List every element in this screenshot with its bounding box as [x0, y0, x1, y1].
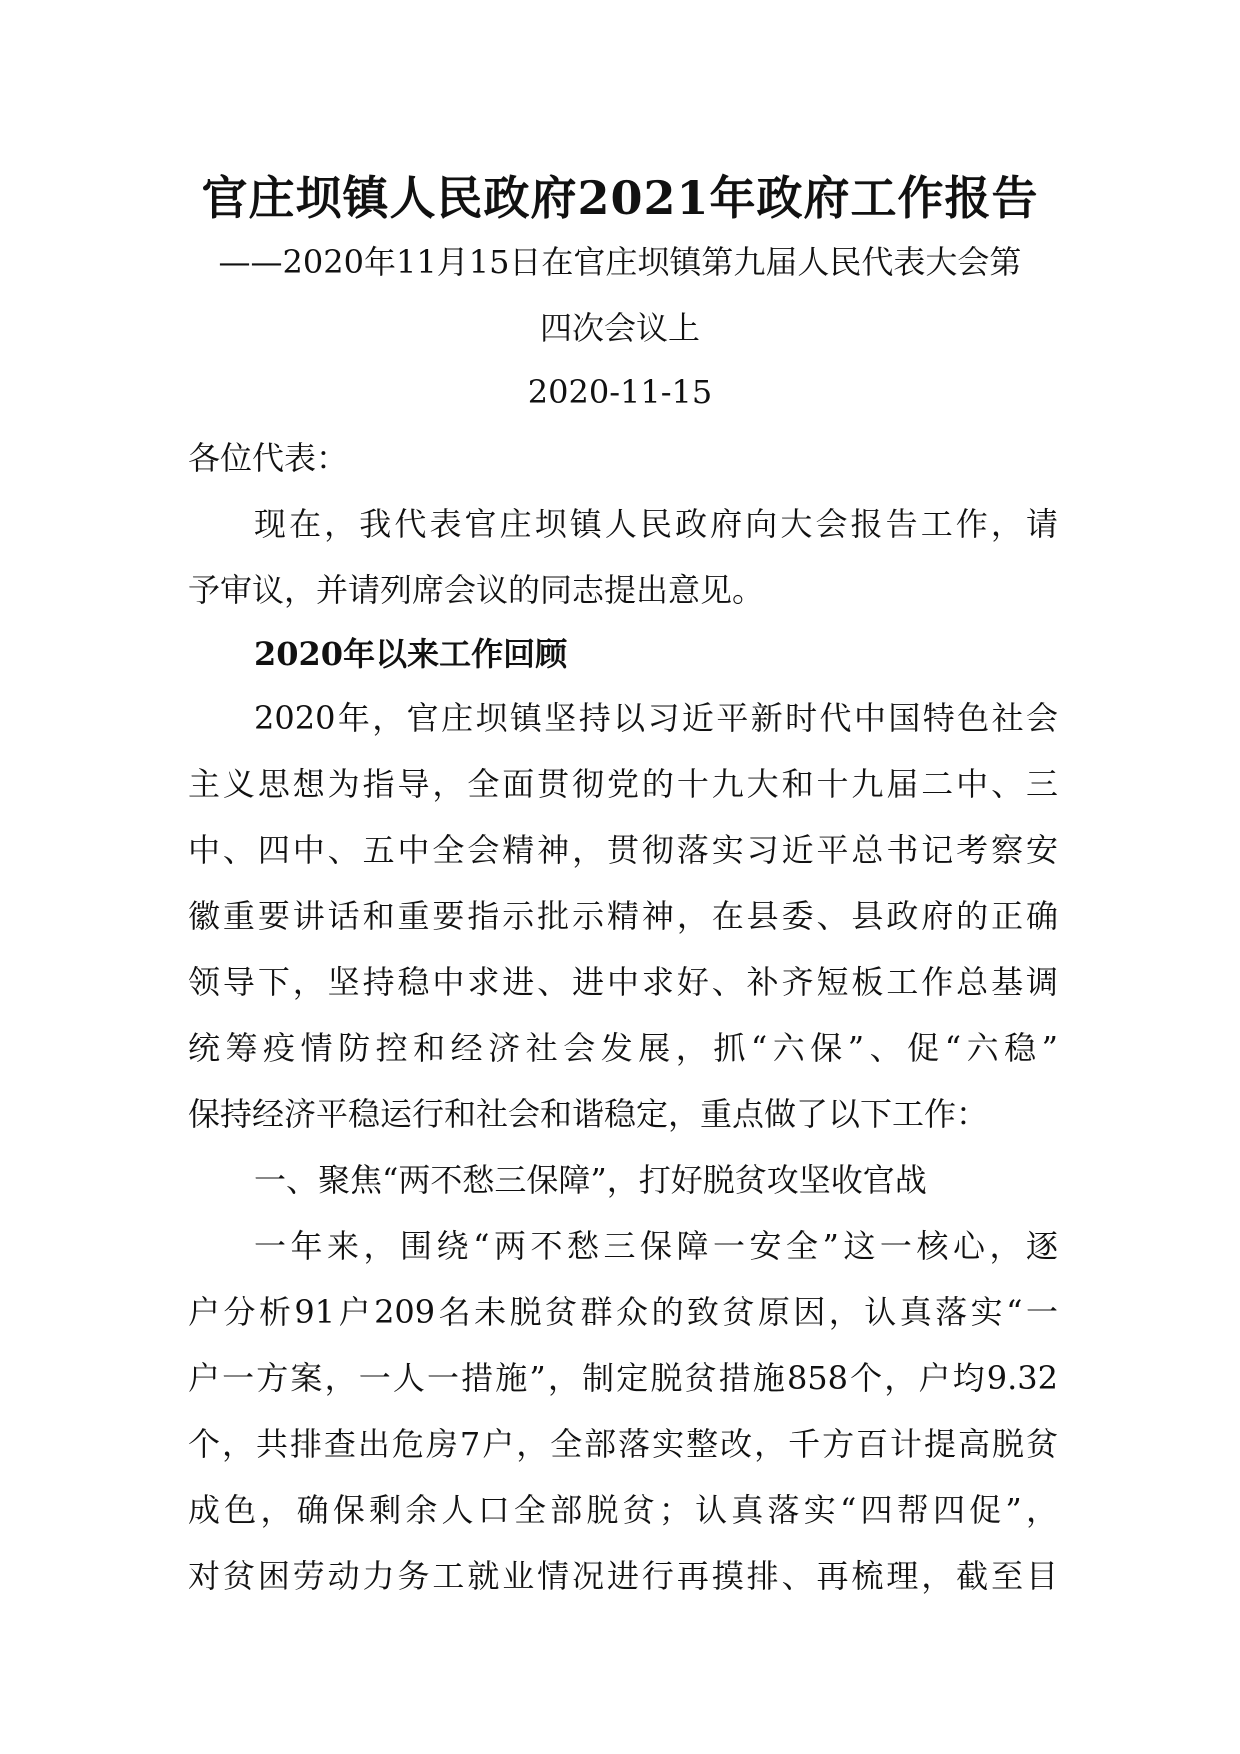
review-line: 主义思想为指导，全面贯彻党的十九大和十九届二中、三	[188, 765, 1058, 803]
document-subtitle-line-2: 四次会议上	[539, 309, 700, 347]
document-date: 2020-11-15	[527, 373, 713, 411]
salutation: 各位代表：	[188, 439, 349, 477]
intro-line: 现在，我代表官庄坝镇人民政府向大会报告工作，请	[254, 505, 1058, 543]
poverty-line: 一年来，围绕“两不愁三保障一安全”这一核心，逐	[254, 1227, 1058, 1265]
document-subtitle-line-1: ——2020年11月15日在官庄坝镇第九届人民代表大会第	[218, 243, 1022, 281]
document-title: 官庄坝镇人民政府2021年政府工作报告	[201, 171, 1039, 225]
review-line: 统筹疫情防控和经济社会发展，抓“六保”、促“六稳”	[188, 1029, 1058, 1067]
review-line: 2020年，官庄坝镇坚持以习近平新时代中国特色社会	[254, 699, 1058, 737]
poverty-line: 户一方案，一人一措施”，制定脱贫措施858个，户均9.32	[188, 1359, 1058, 1397]
poverty-line: 户分析91户209名未脱贫群众的致贫原因，认真落实“一	[188, 1293, 1058, 1331]
poverty-line: 对贫困劳动力务工就业情况进行再摸排、再梳理，截至目	[188, 1557, 1058, 1595]
poverty-line: 个，共排查出危房7户，全部落实整改，千方百计提高脱贫	[188, 1425, 1058, 1463]
review-line: 保持经济平稳运行和社会和谐稳定，重点做了以下工作：	[188, 1095, 989, 1133]
intro-line: 予审议，并请列席会议的同志提出意见。	[188, 571, 765, 609]
review-line: 领导下，坚持稳中求进、进中求好、补齐短板工作总基调	[188, 963, 1058, 1001]
subsection-heading: 一、聚焦“两不愁三保障”，打好脱贫攻坚收官战	[254, 1161, 927, 1199]
review-line: 徽重要讲话和重要指示批示精神，在县委、县政府的正确	[188, 897, 1058, 935]
section-heading: 2020年以来工作回顾	[254, 635, 568, 673]
poverty-line: 成色，确保剩余人口全部脱贫；认真落实“四帮四促”，	[188, 1491, 1058, 1529]
review-line: 中、四中、五中全会精神，贯彻落实习近平总书记考察安	[188, 831, 1058, 869]
